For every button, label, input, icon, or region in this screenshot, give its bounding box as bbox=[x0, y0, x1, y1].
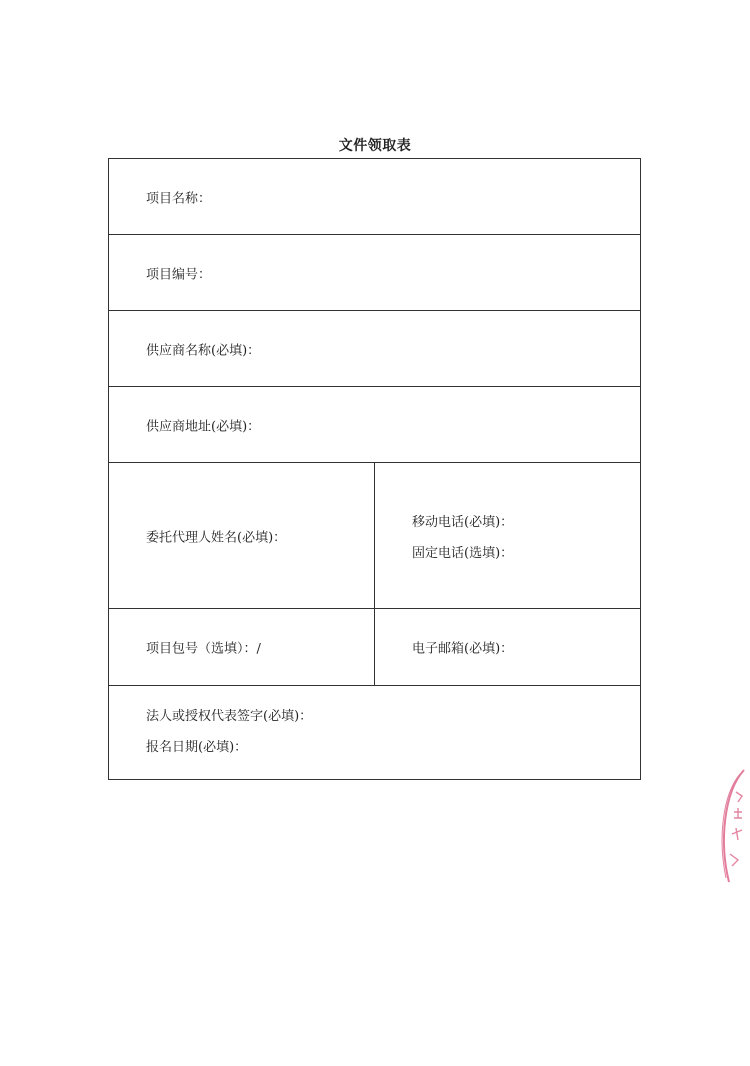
row-project-name bbox=[109, 159, 640, 235]
supplier-address-label: 供应商地址(必填)： bbox=[146, 419, 261, 434]
email-label: 电子邮箱(必填)： bbox=[412, 641, 514, 657]
supplier-name-label: 供应商名称(必填)： bbox=[146, 343, 261, 358]
row-agent-contact bbox=[109, 463, 640, 609]
phone-cell bbox=[375, 463, 640, 608]
landline-phone-label: 固定电话(选填)： bbox=[412, 545, 514, 561]
project-name-label: 项目名称： bbox=[146, 191, 212, 206]
row-package-email bbox=[109, 609, 640, 686]
row-project-number bbox=[109, 235, 640, 311]
row-supplier-address bbox=[109, 387, 640, 463]
agent-name-cell bbox=[109, 463, 375, 608]
red-seal-icon bbox=[714, 762, 750, 892]
signature-label: 法人或授权代表签字(必填)： bbox=[146, 709, 313, 724]
document-receipt-form bbox=[108, 158, 641, 780]
phone-stack bbox=[412, 511, 513, 561]
email-cell bbox=[375, 609, 640, 685]
mobile-phone-label: 移动电话(必填)： bbox=[412, 514, 514, 530]
agent-name-label: 委托代理人姓名(必填)： bbox=[146, 530, 287, 545]
row-signature-date bbox=[109, 686, 640, 779]
signature-stack bbox=[146, 705, 312, 755]
form-title: 文件领取表 bbox=[338, 138, 412, 154]
package-number-cell bbox=[109, 609, 375, 685]
package-number-label: 项目包号（选填）：/ bbox=[146, 641, 261, 657]
signup-date-label: 报名日期(必填)： bbox=[146, 740, 248, 755]
row-supplier-name bbox=[109, 311, 640, 387]
project-number-label: 项目编号： bbox=[146, 267, 212, 282]
